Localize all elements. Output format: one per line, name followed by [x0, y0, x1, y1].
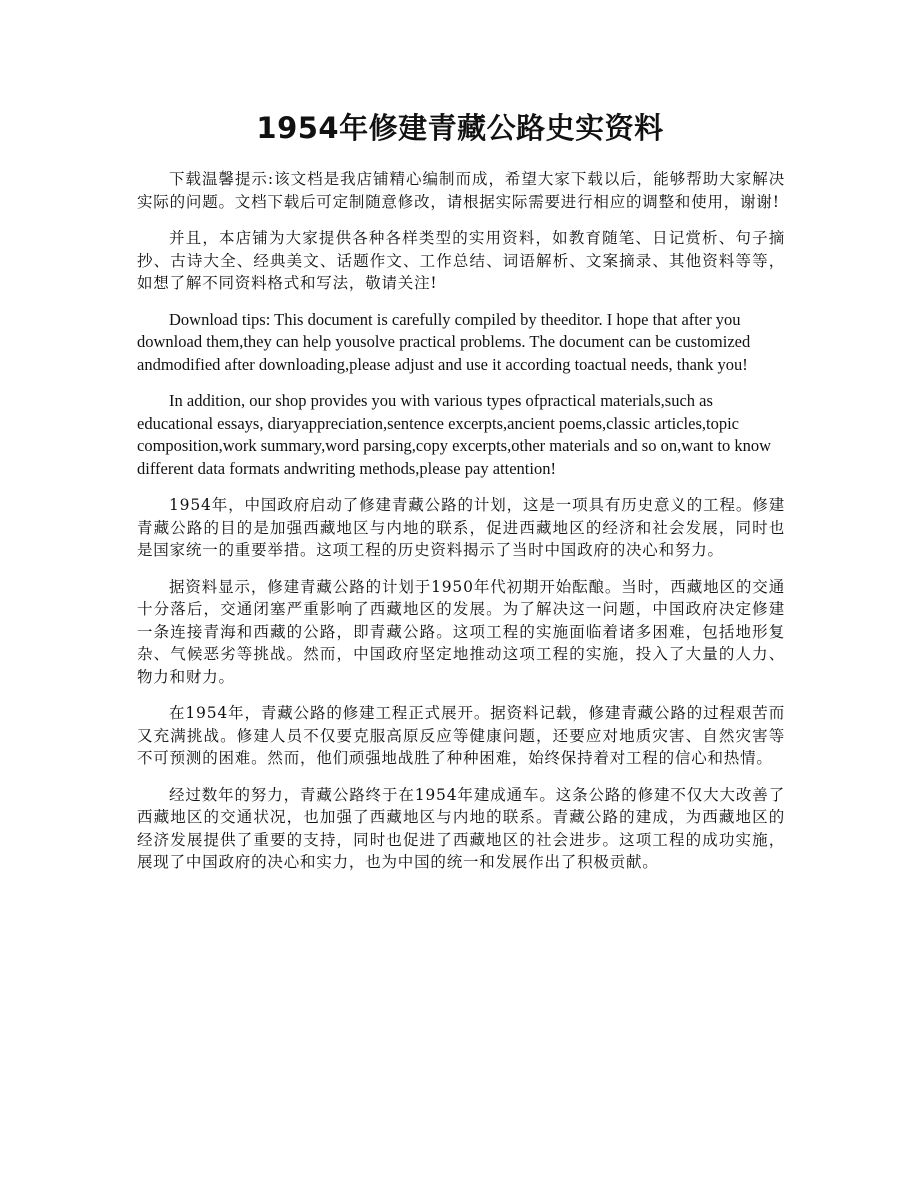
paragraph-background: 据资料显示，修建青藏公路的计划于1950年代初期开始酝酿。当时，西藏地区的交通十分落后，交通闭塞严重影响了西藏地区的发展。为了解决这一问题，中国政府决定修建一条连接青海和西藏的公路，即青藏公路。这项工程的实施面临着诸多困难，包括地形复杂、气候恶劣等挑战。然而，中国政府坚定地推动这项工程的实施，投入了大量的人力、物力和财力。: [137, 577, 785, 686]
paragraph-download-notice-cn: 下载温馨提示:该文档是我店铺精心编制而成，希望大家下载以后，能够帮助大家解决实际的问题。文档下载后可定制随意修改，请根据实际需要进行相应的调整和使用，谢谢!: [137, 170, 785, 211]
document-body: [137, 168, 785, 888]
document-title: 1954年修建青藏公路史实资料: [256, 111, 664, 145]
paragraph-shop-notice-en: In addition, our shop provides you with various types ofpractical materials,such as educational essays, diaryappreciation,sentence excerpts,ancient poems,classic articles,topic composition,work summary,word parsing,copy excerpts,other materials and so on,want to know different data formats andwriting methods,please pay attention!: [137, 391, 772, 478]
paragraph-download-tips-en: Download tips: This document is carefully compiled by theeditor. I hope that after you download them,they can help yousolve practical problems. The document can be customized andmodified after downloading,please adjust and use it according toactual needs, thank you!: [137, 309, 751, 374]
paragraph-intro: 1954年，中国政府启动了修建青藏公路的计划，这是一项具有历史意义的工程。修建青藏公路的目的是加强西藏地区与内地的联系，促进西藏地区的经济和社会发展，同时也是国家统一的重要举措。这项工程的历史资料揭示了当时中国政府的决心和努力。: [137, 496, 785, 559]
paragraph-completion: 经过数年的努力，青藏公路终于在1954年建成通车。这条公路的修建不仅大大改善了西藏地区的交通状况，也加强了西藏地区与内地的联系。青藏公路的建成，为西藏地区的经济发展提供了重要的支持，同时也促进了西藏地区的社会进步。这项工程的成功实施，展现了中国政府的决心和实力，也为中国的统一和发展作出了积极贡献。: [137, 785, 785, 871]
paragraph-shop-notice-cn: 并且，本店铺为大家提供各种各样类型的实用资料，如教育随笔、日记赏析、句子摘抄、古诗大全、经典美文、话题作文、工作总结、词语解析、文案摘录、其他资料等等，如想了解不同资料格式和写法，敬请关注!: [137, 229, 785, 292]
paragraph-construction: 在1954年，青藏公路的修建工程正式展开。据资料记载，修建青藏公路的过程艰苦而又充满挑战。修建人员不仅要克服高原反应等健康问题，还要应对地质灾害、自然灾害等不可预测的困难。然而，他们顽强地战胜了种种困难，始终保持着对工程的信心和热情。: [137, 704, 785, 767]
